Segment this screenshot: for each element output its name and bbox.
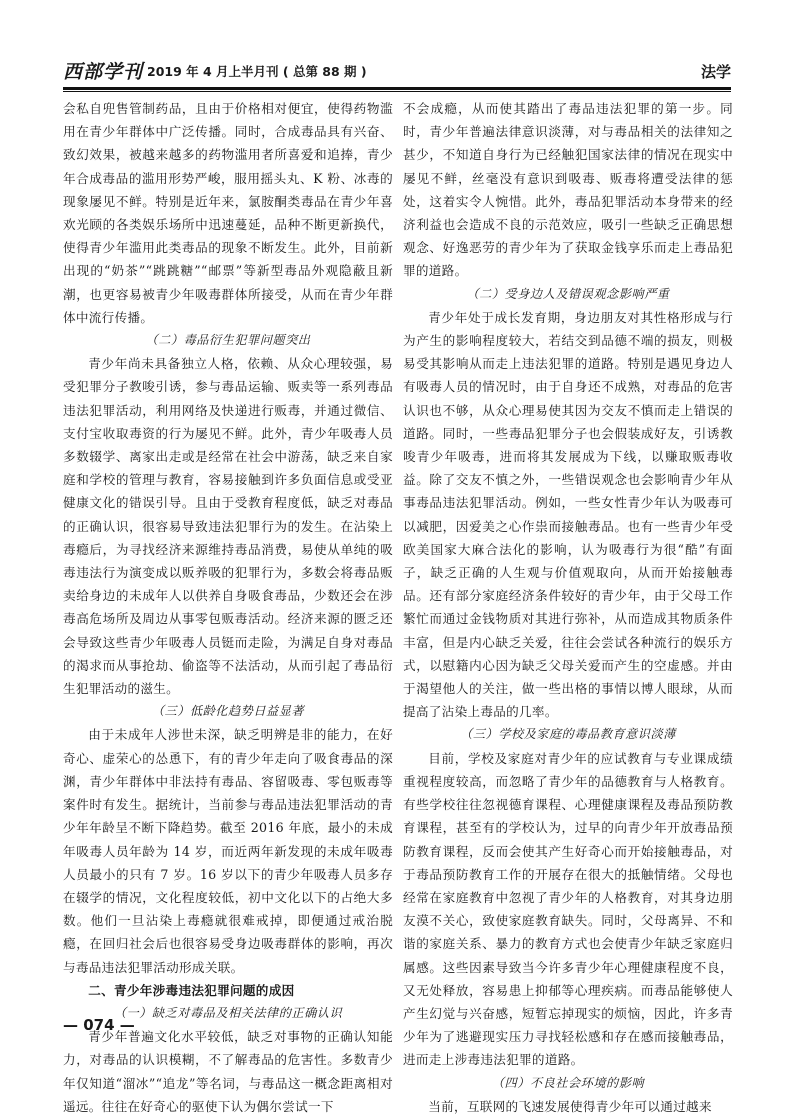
header-rule-thin bbox=[63, 91, 731, 92]
paragraph: 会私自兜售管制药品，且由于价格相对便宜，使得药物滥用在青少年群体中广泛传播。同时，合成毒品具有兴奋、致幻效果，被越来越多的药物滥用者所喜爱和追捧，青少年合成毒品的滥用形势严峻，服用摇头丸、K 粉、冰毒的现象屡见不鲜。特别是近年来，氯胺酮类毒品在青少年喜欢光顾的各类娱乐场所中迅速蔓延，品种不断更新换代，使得青少年滥用此类毒品的现象不断发生。此外，目前新出现的“奶茶”“跳跳糖”“邮票”等新型毒品外观隐蔽且新潮，也更容易被青少年吸毒群体所接受，从而在青少年群体中流行传播。 bbox=[63, 101, 393, 325]
paragraph: 不会成瘾，从而使其踏出了毒品违法犯罪的第一步。同时，青少年普遍法律意识淡薄，对与毒品相关的法律知之甚少，不知道自身行为已经触犯国家法律的情况在现实中屡见不鲜，丝毫没有意识到吸毒、贩毒将遭受法律的惩处，这着实令人惋惜。此外，毒品犯罪活动本身带来的经济利益也会造成不良的示范效应，吸引一些缺乏正确思想观念、好逸恶劳的青少年为了获取金钱享乐而走上毒品犯罪的道路。 bbox=[403, 101, 733, 279]
running-header bbox=[63, 60, 731, 84]
right-column bbox=[403, 97, 733, 1118]
paragraph: 由于未成年人涉世未深，缺乏明辨是非的能力，在好奇心、虚荣心的怂恿下，有的青少年走向了吸食毒品的深渊，青少年群体中非法持有毒品、容留吸毒、零包贩毒等案件时有发生。据统计，当前参与毒品违法犯罪活动的青少年年龄呈不断下降趋势。截至 2016 年底，最小的未成年吸毒人员年龄为 14 岁，而近两年新发现的未成年吸毒人员最小的只有 7 岁。16 岁以下的青少年吸毒人员多存在辍学的情况，文化程度较低，初中文化以下的占绝大多数。他们一旦沾染上毒瘾就很难戒掉，即便通过戒治脱瘾，在回归社会后也很容易受身边吸毒群体的影响，再次与毒品违法犯罪活动形成关联。 bbox=[63, 727, 393, 975]
paragraph: 青少年处于成长发育期，身边朋友对其性格形成与行为产生的影响程度较大，若结交到品德不端的损友，则极易受其影响从而走上违法犯罪的道路。特别是遇见身边人有吸毒人员的情况时，由于自身还不成熟，对毒品的危害认识也不够，从众心理易使其因为交友不慎而走上错误的道路。同时，一些毒品犯罪分子也会假装成好友，引诱教唆青少年吸毒，进而将其发展成为下线，以赚取贩毒收益。除了交友不慎之外，一些错误观念也会影响青少年从事毒品违法犯罪活动。例如，一些女性青少年认为吸毒可以减肥，因爱美之心作祟而接触毒品。也有一些青少年受欧美国家大麻合法化的影响，认为吸毒行为很“酷”有面子，缺乏正确的人生观与价值观取向，从而开始接触毒品。还有部分家庭经济条件较好的青少年，由于父母工作繁忙而通过金钱物质对其进行弥补，从而造成其物质条件丰富，但是内心缺乏关爱，往往会尝试各种流行的娱乐方式，以慰籍内心因为缺乏父母关爱而产生的空虚感。并由于渴望他人的关注，做一些出格的事情以博人眼球，从而提高了沾染上毒品的几率。 bbox=[403, 309, 733, 720]
section-heading: 二、青少年涉毒违法犯罪问题的成因 bbox=[88, 982, 295, 998]
header-rule-thick bbox=[63, 87, 731, 90]
journal-logo: 西部学刊 bbox=[63, 61, 144, 83]
subsection-heading: （二）受身边人及错误观念影响严重 bbox=[466, 286, 670, 301]
subsection-heading: （二）毒品衍生犯罪问题突出 bbox=[145, 333, 311, 348]
section-tag: 法学 bbox=[700, 63, 731, 81]
subsection-heading: （四）不良社会环境的影响 bbox=[491, 1075, 645, 1090]
page-number: — 074 — bbox=[63, 1016, 135, 1034]
paragraph: 青少年普遍文化水平较低，缺乏对事物的正确认知能力，对毒品的认识模糊，不了解毒品的危害性。多数青少年仅知道“溜冰”“追龙”等名词，与毒品这一概念距离相对遥远。往往在好奇心的驱使下认为偶尔尝试一下 bbox=[63, 1029, 393, 1114]
subsection-heading: （三）低龄化趋势日益显著 bbox=[151, 704, 305, 719]
subsection-heading: （一）缺乏对毒品及相关法律的正确认识 bbox=[113, 1005, 343, 1020]
paragraph: 青少年尚未具备独立人格，依赖、从众心理较强，易受犯罪分子教唆引诱，参与毒品运输、贩卖等一系列毒品违法犯罪活动，利用网络及快递进行贩毒，并通过微信、支付宝收取毒资的行为屡见不鲜。此外，青少年吸毒人员多数辍学、离家出走或是经常在社会中游荡，缺乏来自家庭和学校的管理与教育，容易接触到许多负面信息或受亚健康文化的错误引导。且由于受教育程度低，缺乏对毒品的正确认识，很容易导致违法犯罪行为的发生。在沾染上毒瘾后，为寻找经济来源维持毒品消费，易使从单纯的吸毒违法行为演变成以贩养吸的犯罪行为，多数会将毒品贩卖给身边的未成年人以供养自身吸食毒品，少数还会在涉毒高危场所及周边从事零包贩毒活动。经济来源的匮乏还会导致这些青少年吸毒人员铤而走险，为满足自身对毒品的渴求而从事抢劫、偷盗等不法活动，从而引起了毒品衍生犯罪活动的滋生。 bbox=[63, 356, 393, 697]
paragraph: 当前，互联网的飞速发展使得青少年可以通过越来 bbox=[428, 1098, 712, 1114]
paragraph: 目前，学校及家庭对青少年的应试教育与专业课成绩重视程度较高，而忽略了青少年的品德教育与人格教育。有些学校往往忽视德育课程、心理健康课程及毒品预防教育课程，甚至有的学校认为，过早的向青少年开放毒品预防教育课程，反而会使其产生好奇心而开始接触毒品，对于毒品预防教育工作的开展存在很大的抵触情绪。父母也经常在家庭教育中忽视了青少年的人格教育，对其身边朋友漠不关心，致使家庭教育缺失。同时，父母离异、不和谐的家庭关系、暴力的教育方式也会使青少年缺乏家庭归属感。这些因素导致当今许多青少年心理健康程度不良，又无处释放，容易患上抑郁等心理疾病。而毒品能够使人产生幻觉与兴奋感，短暂忘掉现实的烦恼，因此，许多青少年为了逃避现实压力寻找轻松感和存在感而接触毒品，进而走上涉毒违法犯罪的道路。 bbox=[403, 750, 733, 1068]
issue-info: 2019 年 4 月上半月刊 ( 总第 88 期 ) bbox=[147, 64, 367, 79]
left-column bbox=[63, 97, 393, 1118]
subsection-heading: （三）学校及家庭的毒品教育意识淡薄 bbox=[460, 727, 676, 742]
